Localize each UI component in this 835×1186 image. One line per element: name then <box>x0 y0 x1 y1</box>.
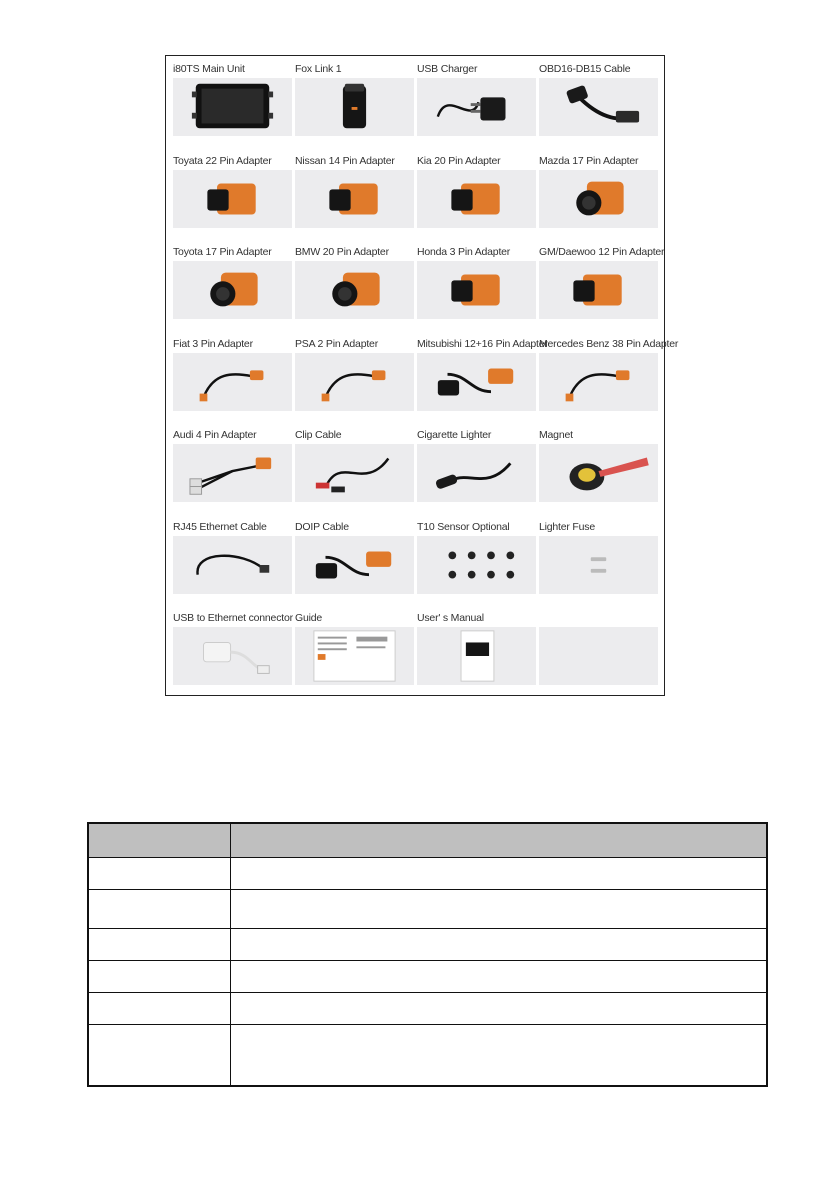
table-cell <box>88 993 231 1025</box>
accessory-label: Nissan 14 Pin Adapter <box>295 154 395 167</box>
table-row <box>88 1025 767 1087</box>
accessory-label: User' s Manual <box>417 612 484 624</box>
accessory-cell <box>539 155 658 247</box>
y-cable-icon <box>417 353 536 411</box>
obd-cable-icon <box>539 78 658 136</box>
accessory-cell <box>295 246 414 338</box>
accessory-cell <box>539 521 658 613</box>
pigtail-cable-icon <box>539 353 658 411</box>
accessory-label: Fiat 3 Pin Adapter <box>173 337 253 350</box>
accessory-cell <box>173 63 292 155</box>
fuse-icon <box>539 536 658 594</box>
round-adapter-icon <box>173 261 292 319</box>
table-header-row <box>88 823 767 858</box>
accessory-label: i80TS Main Unit <box>173 63 245 75</box>
round-adapter-icon <box>539 170 658 228</box>
accessory-cell <box>417 155 536 247</box>
adapter-icon <box>173 170 292 228</box>
accessory-label: Clip Cable <box>295 429 342 441</box>
accessory-label: Lighter Fuse <box>539 520 595 533</box>
accessory-cell <box>173 521 292 613</box>
accessory-cell <box>295 521 414 613</box>
accessory-label: BMW 20 Pin Adapter <box>295 246 389 258</box>
pigtail-cable-icon <box>173 353 292 411</box>
guide-icon <box>295 627 414 685</box>
accessory-cell <box>173 612 292 704</box>
accessory-label: Toyota 17 Pin Adapter <box>173 246 272 258</box>
header-cell <box>88 823 231 858</box>
table-cell <box>231 1025 768 1087</box>
magnet-icon <box>539 444 658 502</box>
accessory-cell <box>295 429 414 521</box>
accessory-cell <box>295 612 414 704</box>
accessory-cell <box>417 246 536 338</box>
accessory-label: GM/Daewoo 12 Pin Adapter <box>539 246 665 258</box>
accessory-grid <box>173 63 679 704</box>
accessory-label: Fox Link 1 <box>295 63 342 75</box>
table-row <box>88 858 767 890</box>
accessory-label: USB Charger <box>417 63 478 75</box>
accessory-figure <box>165 55 679 696</box>
empty-tile <box>539 627 658 685</box>
accessory-cell <box>295 155 414 247</box>
accessory-cell <box>539 63 658 155</box>
accessory-cell <box>417 337 548 430</box>
accessory-label: PSA 2 Pin Adapter <box>295 337 378 350</box>
table-cell <box>231 929 768 961</box>
accessory-label: Toyata 22 Pin Adapter <box>173 154 272 167</box>
table-row <box>88 961 767 993</box>
accessory-label: Mitsubishi 12+16 Pin Adapter <box>417 337 548 350</box>
accessory-label: Audi 4 Pin Adapter <box>173 429 257 441</box>
table-cell <box>88 858 231 890</box>
sensor-icon <box>417 536 536 594</box>
accessory-cell <box>173 429 292 521</box>
accessory-cell <box>539 337 679 430</box>
adapter-icon <box>417 170 536 228</box>
accessory-cell <box>295 63 414 155</box>
accessory-label: USB to Ethernet connector <box>173 612 293 624</box>
accessory-label: RJ45 Ethernet Cable <box>173 520 267 533</box>
accessory-label: Kia 20 Pin Adapter <box>417 154 501 167</box>
accessory-label: Honda 3 Pin Adapter <box>417 246 511 258</box>
accessory-cell <box>417 521 536 613</box>
vci-dongle-icon <box>295 78 414 136</box>
adapter-icon <box>539 261 658 319</box>
accessory-cell <box>417 429 536 521</box>
accessory-cell <box>539 429 658 521</box>
table-cell <box>231 961 768 993</box>
pigtail-cable-icon <box>295 353 414 411</box>
accessory-cell <box>539 246 665 338</box>
lighter-cable-icon <box>417 444 536 502</box>
accessory-cell <box>295 338 414 430</box>
accessory-cell <box>173 338 292 430</box>
accessory-label: DOIP Cable <box>295 520 349 533</box>
table-cell <box>231 858 768 890</box>
adapter-icon <box>295 170 414 228</box>
accessory-label: Cigarette Lighter <box>417 429 492 441</box>
accessory-cell <box>173 246 292 338</box>
table-cell <box>88 961 231 993</box>
table-row <box>88 993 767 1025</box>
ethernet-cable-icon <box>173 536 292 594</box>
accessory-label: T10 Sensor Optional <box>417 520 510 533</box>
accessory-cell <box>539 612 658 704</box>
manual-icon <box>417 627 536 685</box>
accessory-label: Mercedes Benz 38 Pin Adapter <box>539 337 679 350</box>
tablet-icon <box>173 78 292 136</box>
table-cell <box>88 890 231 929</box>
adapter-icon <box>417 261 536 319</box>
header-cell <box>231 823 768 858</box>
charger-icon <box>417 78 536 136</box>
table-row <box>88 890 767 929</box>
table-cell <box>88 929 231 961</box>
round-adapter-icon <box>295 261 414 319</box>
table-cell <box>88 1025 231 1087</box>
accessory-label <box>539 612 658 627</box>
accessory-cell <box>417 612 536 704</box>
table-row <box>88 929 767 961</box>
table-cell <box>231 890 768 929</box>
accessory-label: Guide <box>295 612 323 624</box>
usb-ethernet-icon <box>173 627 292 685</box>
clip-cable-icon <box>295 444 414 502</box>
split-cable-icon <box>173 444 292 502</box>
accessory-cell <box>173 155 292 247</box>
spec-table <box>87 822 768 1087</box>
accessory-label: Mazda 17 Pin Adapter <box>539 154 639 167</box>
accessory-label: OBD16-DB15 Cable <box>539 63 631 75</box>
table-cell <box>231 993 768 1025</box>
y-cable-icon <box>295 536 414 594</box>
accessory-cell <box>417 63 536 155</box>
accessory-label: Magnet <box>539 429 573 441</box>
